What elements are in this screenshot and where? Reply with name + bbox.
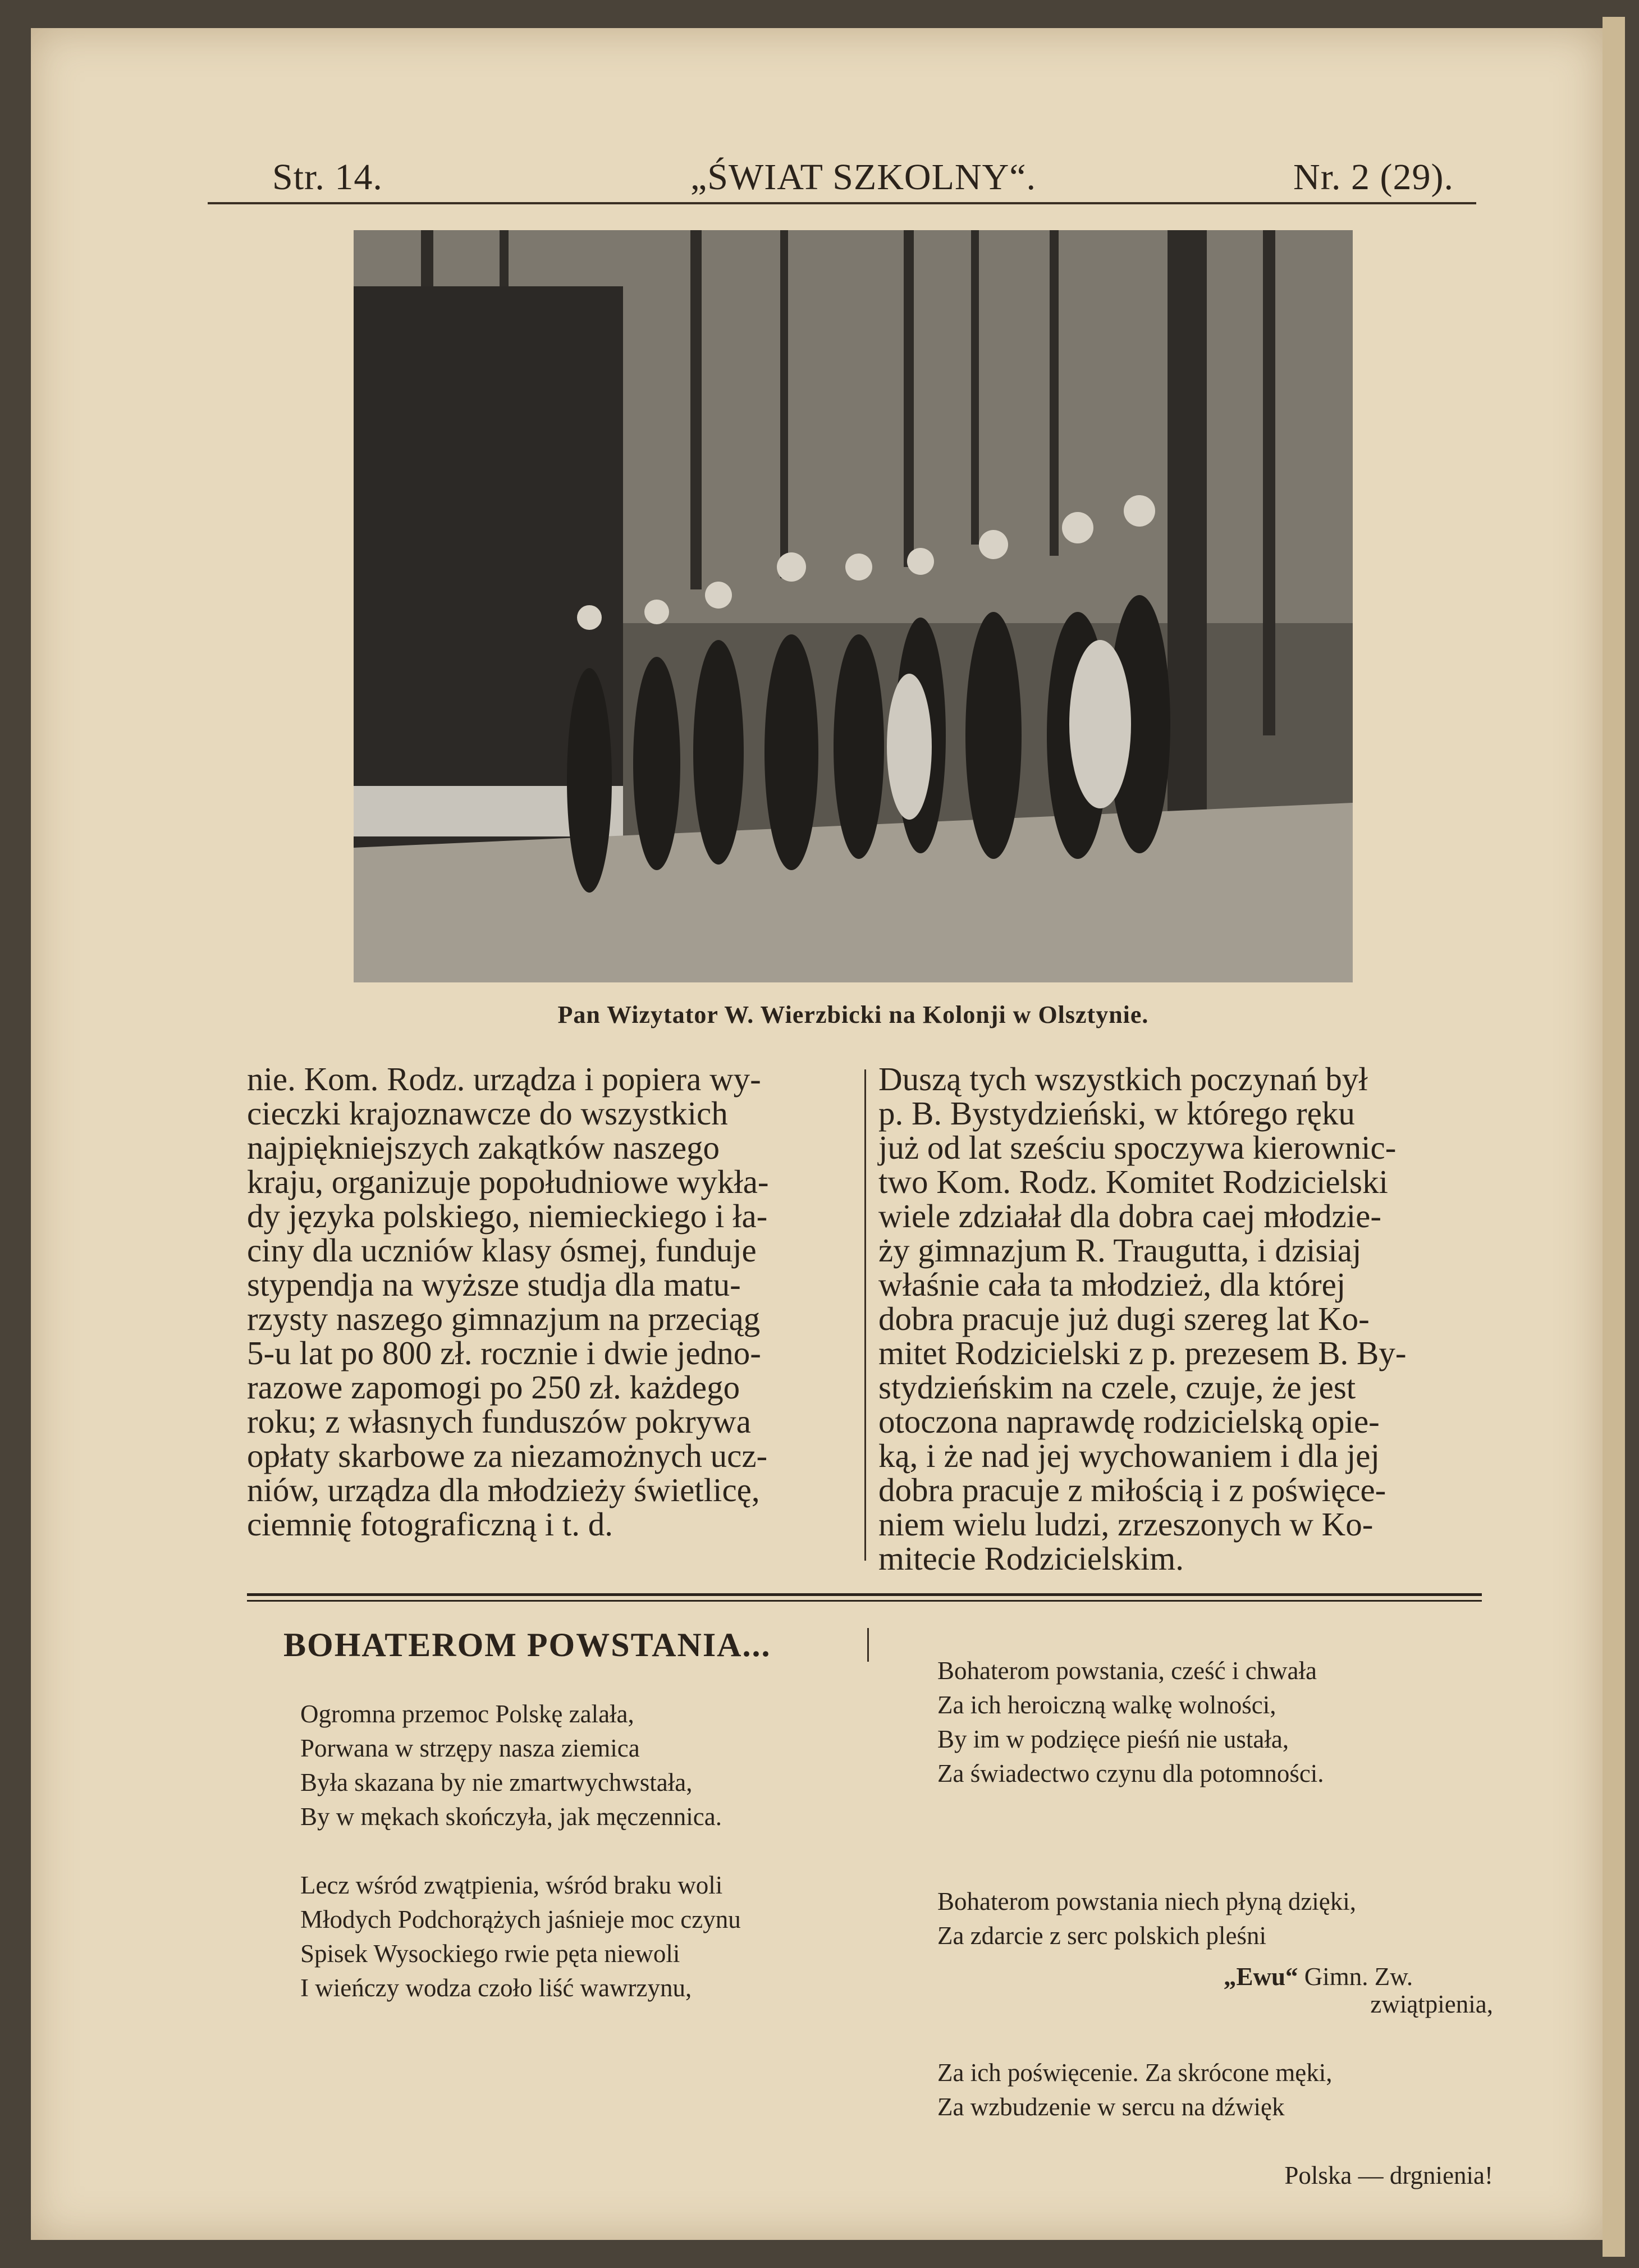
journal-title: „ŚWIAT SZKOLNY“. xyxy=(690,157,1037,198)
poem-stanza-3: Bohaterom powstania, cześć i chwała Za ich heroiczną walkę wolności, By im w podzięce pieśń nie ustała, Za świadectwo czynu dla potomności. xyxy=(937,1657,1324,1787)
section-divider-thin xyxy=(247,1600,1482,1602)
article-right-column: Duszą tych wszystkich poczynań był p. B. Bystydzieński, w którego ręku już od lat sześciu spoczywa kierownic- two Kom. Rodz. Komitet Rodzicielski wiele zdziałał dla dobra caej młodzie- ży gimnazjum R. Traugutta, i dzisiaj właśnie cała ta młodzież, dla której dobra pracuje już dugi szereg lat Ko- mitet Rodzicielski z p. prezesem B. By- stydzieńskim na czele, czuje, że jest otoczona naprawdę rodzicielską opie- ką, i że nad jej wychowaniem i dla jej dobra pracuje z miłością i z poświęce- niem wielu ludzi, zrzeszonych w Ko- mitecie Rodzicielskim. xyxy=(878,1060,1407,1577)
group-photograph xyxy=(354,230,1353,982)
page-edge xyxy=(1603,17,1625,2257)
article-left-column: nie. Kom. Rodz. urządza i popiera wy- cieczki krajoznawcze do wszystkich najpiękniejszych zakątków naszego kraju, organizuje popołudniowe wykła- dy języka polskiego, niemieckiego i ła- ciny dla uczniów klasy ósmej, funduje stypendja na wyższe studja dla matu- rzysty naszego gimnazjum na przeciąg 5-u lat po 800 zł. rocznie i dwie jedno- razowe zapomogi po 250 zł. każdego roku; z własnych funduszów pokrywa opłaty skarbowe za niezamożnych ucz- niów, urządza dla młodzieży świetlicę, ciemnię fotograficzną i t. d. xyxy=(247,1060,769,1543)
poem-signature xyxy=(1224,1962,1413,1991)
poem-left-stanzas: Ogromna przemoc Polskę zalała, Porwana w strzępy nasza ziemica Była skazana by nie zmartwychwstała, By w mękach skończyła, jak męczennica. Lecz wśród zwątpienia, wśród braku woli Młodych Podchorążych jaśnieje moc czynu Spisek Wysockiego rwie pęta niewoli I wieńczy wodza czoło liść wawrzynu, xyxy=(300,1700,741,2002)
poem-divider xyxy=(867,1628,869,1662)
poem-title: BOHATEROM POWSTANIA... xyxy=(283,1626,771,1663)
poem-stanza-4-cont: Za ich poświęcenie. Za skrócone męki, Za wzbudzenie w sercu na dźwięk xyxy=(937,2059,1333,2121)
photo-illustration xyxy=(354,230,1353,982)
poem-line-tail: zwiątpienia, xyxy=(1370,1990,1493,2018)
poem-line-end: Polska — drgnienia! xyxy=(1284,2161,1493,2189)
signature-school: Gimn. Zw. xyxy=(1304,1963,1413,1991)
column-divider xyxy=(864,1069,866,1561)
poem-stanza-4: Bohaterom powstania niech płyną dzięki, Za zdarcie z serc polskich pleśni xyxy=(937,1887,1357,1950)
page-header xyxy=(208,135,1476,204)
photo-caption: Pan Wizytator W. Wierzbicki na Kolonji w Olsztynie. xyxy=(557,1001,1149,1028)
poem-right-stanzas xyxy=(937,1620,1499,2227)
signature-name: „Ewu“ xyxy=(1224,1963,1298,1991)
section-divider-thick xyxy=(247,1593,1482,1596)
issue-number: Nr. 2 (29). xyxy=(1293,157,1454,198)
page-number: Str. 14. xyxy=(272,157,383,198)
